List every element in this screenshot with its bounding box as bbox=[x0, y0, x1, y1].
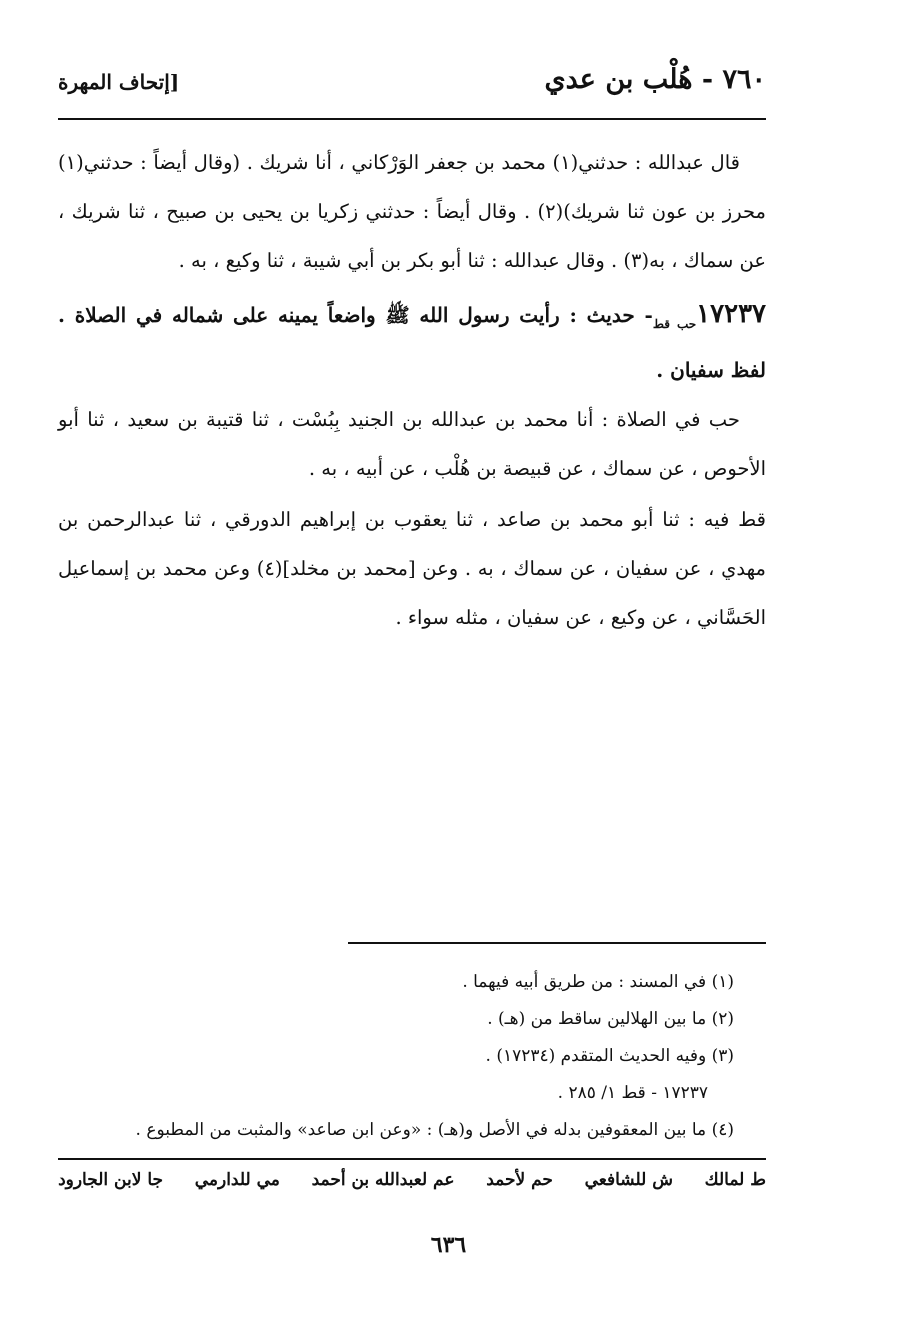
page-header bbox=[58, 62, 766, 106]
abbr-ibn-jarud: جا لابن الجارود bbox=[58, 1170, 164, 1190]
abbr-malik: ط لمالك bbox=[704, 1170, 766, 1190]
footnote-reference: ١٧٢٣٧ - قط ١/ ٢٨٥ . bbox=[557, 1083, 708, 1103]
abbreviations-key bbox=[58, 1170, 766, 1200]
footnotes bbox=[58, 964, 766, 1149]
page-number: ٦٣٦ bbox=[430, 1232, 467, 1258]
header-divider bbox=[58, 118, 766, 120]
hadith-text: - حديث : رأيت رسول الله ﷺ واضعاً يمينه على شماله في الصلاة . لفظ سفيان . bbox=[58, 303, 766, 382]
hadith-number: ١٧٢٣٧ bbox=[696, 299, 766, 329]
footnote-3: (٣) وفيه الحديث المتقدم (١٧٢٣٤) . bbox=[485, 1046, 734, 1066]
footnote-4: (٤) ما بين المعقوفين بدله في الأصل و(هـ) : «وعن ابن صاعد» والمثبت من المطبوع . bbox=[135, 1120, 734, 1140]
paragraph-isnad-abdullah: قال عبدالله : حدثني(١) محمد بن جعفر الوَرْكاني ، أنا شريك . (وقال أيضاً : حدثني(١) محرز بن عون ثنا شريك)(٢) . وقال أيضاً : حدثني زكريا بن يحيى بن صبيح ، ثنا شريك ، عن سماك ، به(٣) . وقال عبدالله : ثنا أبو بكر بن أبي شيبة ، ثنا وكيع ، به . bbox=[58, 151, 767, 272]
abbr-shafii: ش للشافعي bbox=[584, 1170, 673, 1190]
hadith-source-symbols: حب قط bbox=[652, 317, 697, 331]
footnote-1: (١) في المسند : من طريق أبيه فيهما . bbox=[462, 972, 734, 992]
hadith-entry bbox=[58, 291, 766, 393]
paragraph-daraqutni: قط فيه : ثنا أبو محمد بن صاعد ، ثنا يعقوب بن إبراهيم الدورقي ، ثنا عبدالرحمن بن مهدي ، عن سفيان ، عن سماك ، به . وعن [محمد بن مخلد](٤) وعن محمد بن إسماعيل الحَسَّاني ، عن وكيع ، عن سفيان ، مثله سواء . bbox=[58, 508, 766, 629]
abbr-ahmad: حم لأحمد bbox=[486, 1170, 553, 1190]
chapter-title: ٧٦٠ - هُلْب بن عدي bbox=[544, 64, 766, 95]
main-text bbox=[58, 138, 766, 642]
abbr-darimi: مي للدارمي bbox=[194, 1170, 280, 1190]
footnote-2: (٢) ما بين الهلالين ساقط من (هـ) . bbox=[487, 1009, 734, 1029]
footnote-divider bbox=[348, 942, 766, 944]
abbreviations-divider bbox=[58, 1158, 766, 1160]
abbr-abdullah: عم لعبدالله بن أحمد bbox=[311, 1170, 455, 1190]
paragraph-ibn-hibban: حب في الصلاة : أنا محمد بن عبدالله بن الجنيد بِبُسْت ، ثنا قتيبة بن سعيد ، ثنا أبو الأحوص ، عن سماك ، عن قبيصة بن هُلْب ، عن أبيه ، به . bbox=[58, 408, 766, 480]
book-title: [إتحاف المهرة bbox=[58, 70, 180, 94]
